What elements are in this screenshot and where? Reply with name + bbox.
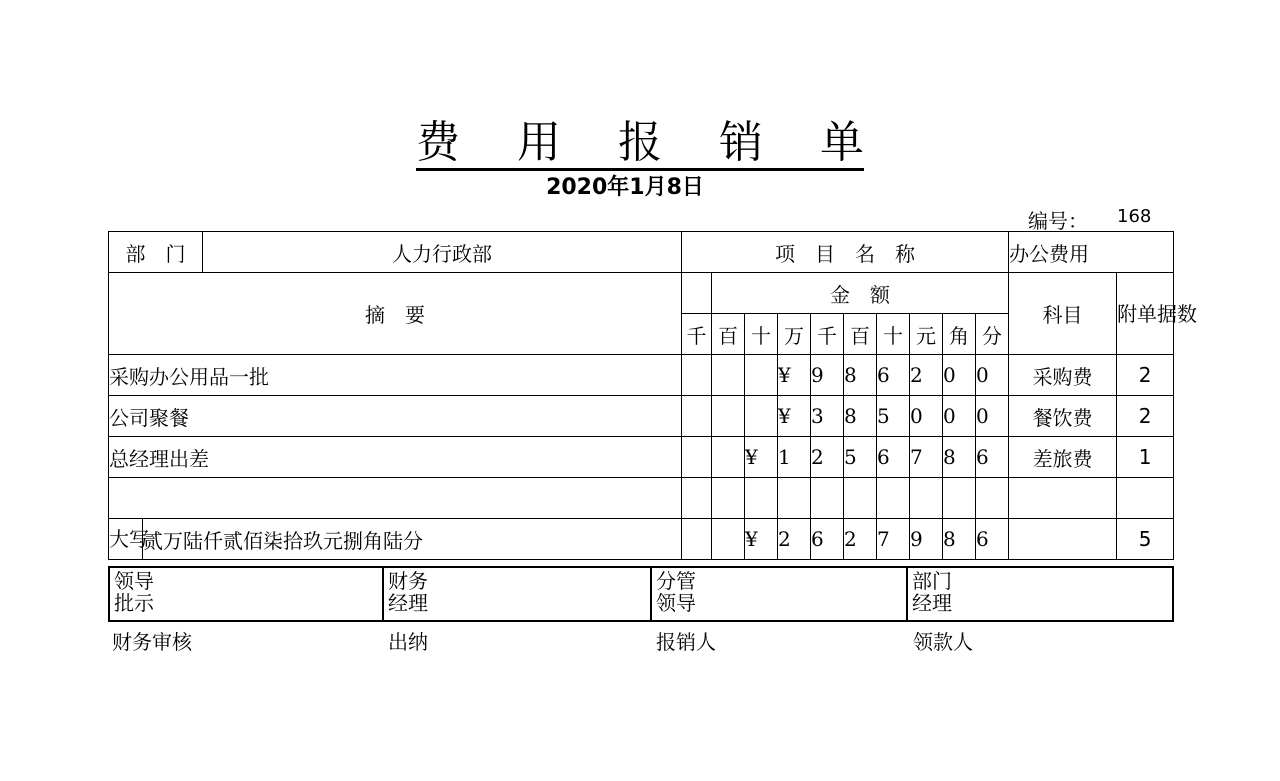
- digit-header: 分: [976, 314, 1009, 355]
- serial-label: 编号：: [1028, 209, 1088, 233]
- signature-label: 部门经理: [912, 569, 952, 615]
- total-row: [109, 519, 1174, 560]
- amount-digit: [745, 355, 778, 396]
- table-row: [109, 478, 1174, 519]
- summary-header: 摘 要: [109, 273, 682, 355]
- signature-cell[interactable]: [109, 567, 383, 621]
- dept-row: [109, 232, 1174, 273]
- amount-header: 金 额: [712, 273, 1009, 314]
- signature-cell[interactable]: [907, 567, 1173, 621]
- row-attachments: 2: [1117, 396, 1174, 437]
- amount-digit: [712, 437, 745, 478]
- amount-digit: 6: [877, 437, 910, 478]
- row-summary: 公司聚餐: [109, 396, 682, 437]
- form-date: 2020年1月8日: [546, 175, 704, 200]
- amount-digit: [976, 478, 1009, 519]
- amount-digit: 7: [910, 437, 943, 478]
- total-digit: 2: [844, 519, 877, 560]
- digit-header: 百: [844, 314, 877, 355]
- signature-cell[interactable]: [383, 567, 651, 621]
- row-summary: 采购办公用品一批: [109, 355, 682, 396]
- row-summary: [109, 478, 682, 519]
- signature-cell[interactable]: [651, 567, 907, 621]
- amount-digit: 0: [976, 355, 1009, 396]
- digit-header: 十: [877, 314, 910, 355]
- expense-table: [108, 231, 1198, 560]
- subject-header: 科目: [1009, 273, 1117, 355]
- total-digit: 8: [943, 519, 976, 560]
- row-subject: 采购费: [1009, 355, 1117, 396]
- amount-digit: 0: [976, 396, 1009, 437]
- amount-digit: [745, 478, 778, 519]
- serial-value: 168: [1117, 206, 1152, 227]
- total-digit: 2: [778, 519, 811, 560]
- table-row: [109, 355, 1174, 396]
- amount-digit: 1: [778, 437, 811, 478]
- total-digit: [682, 519, 712, 560]
- total-digit: 9: [910, 519, 943, 560]
- column-header-row: [109, 273, 1174, 314]
- attachments-header: 附单据数: [1117, 273, 1174, 355]
- signature-table: [108, 566, 1174, 622]
- amount-digit: 2: [910, 355, 943, 396]
- amount-digit: [682, 396, 712, 437]
- amount-digit: [877, 478, 910, 519]
- footer-label: 报销人: [656, 630, 716, 654]
- total-label: 大写: [109, 519, 143, 560]
- amount-digit: [745, 396, 778, 437]
- footer-label: 出纳: [388, 630, 428, 654]
- amount-digit: 5: [877, 396, 910, 437]
- footer-label: 领款人: [913, 630, 973, 654]
- row-summary: 总经理出差: [109, 437, 682, 478]
- amount-digit: 0: [943, 396, 976, 437]
- amount-digit: [682, 478, 712, 519]
- form-title: 费 用 报 销 单: [416, 118, 864, 171]
- row-subject: [1009, 478, 1117, 519]
- digit-header: 百: [712, 314, 745, 355]
- row-attachments: [1117, 478, 1174, 519]
- row-subject: 差旅费: [1009, 437, 1117, 478]
- total-digit: 6: [811, 519, 844, 560]
- amount-digit: 0: [910, 396, 943, 437]
- amount-digit: ¥: [778, 396, 811, 437]
- amount-digit: [712, 478, 745, 519]
- total-digit: ¥: [745, 519, 778, 560]
- amount-digit: 9: [811, 355, 844, 396]
- row-subject: 餐饮费: [1009, 396, 1117, 437]
- total-attachments: 5: [1117, 519, 1174, 560]
- digit-header: 万: [778, 314, 811, 355]
- amount-digit: 8: [943, 437, 976, 478]
- amount-digit: 0: [943, 355, 976, 396]
- signature-label: 领导批示: [114, 569, 154, 615]
- amount-digit: [712, 355, 745, 396]
- digit-header: 十: [745, 314, 778, 355]
- table-row: [109, 437, 1174, 478]
- signature-label: 财务经理: [388, 569, 428, 615]
- amount-digit: 5: [844, 437, 877, 478]
- total-digit: 6: [976, 519, 1009, 560]
- digit-header: 角: [943, 314, 976, 355]
- amount-digit: [943, 478, 976, 519]
- amount-digit: ¥: [745, 437, 778, 478]
- amount-digit: 6: [976, 437, 1009, 478]
- dept-label: 部 门: [109, 232, 203, 273]
- footer-label: 财务审核: [112, 630, 192, 654]
- amount-digit: 3: [811, 396, 844, 437]
- amount-digit: 2: [811, 437, 844, 478]
- amount-digit: [910, 478, 943, 519]
- row-attachments: 1: [1117, 437, 1174, 478]
- table-row: [109, 396, 1174, 437]
- amount-digit: [682, 437, 712, 478]
- project-value: 办公费用: [1009, 232, 1174, 273]
- amount-digit: ¥: [778, 355, 811, 396]
- signature-label: 分管领导: [656, 569, 696, 615]
- digit-header: 元: [910, 314, 943, 355]
- total-text: 贰万陆仟贰佰柒拾玖元捌角陆分: [143, 519, 682, 560]
- digit-header: 千: [682, 314, 712, 355]
- amount-digit: 8: [844, 396, 877, 437]
- amount-digit: [712, 396, 745, 437]
- amount-digit: 8: [844, 355, 877, 396]
- amount-digit: 6: [877, 355, 910, 396]
- amount-digit: [682, 355, 712, 396]
- amount-digit: [811, 478, 844, 519]
- total-digit: [712, 519, 745, 560]
- amount-digit: [778, 478, 811, 519]
- row-attachments: 2: [1117, 355, 1174, 396]
- dept-value: 人力行政部: [203, 232, 682, 273]
- total-digit: 7: [877, 519, 910, 560]
- total-subject: [1009, 519, 1117, 560]
- amount-digit: [844, 478, 877, 519]
- project-label: 项 目 名 称: [682, 232, 1009, 273]
- digit-header: 千: [811, 314, 844, 355]
